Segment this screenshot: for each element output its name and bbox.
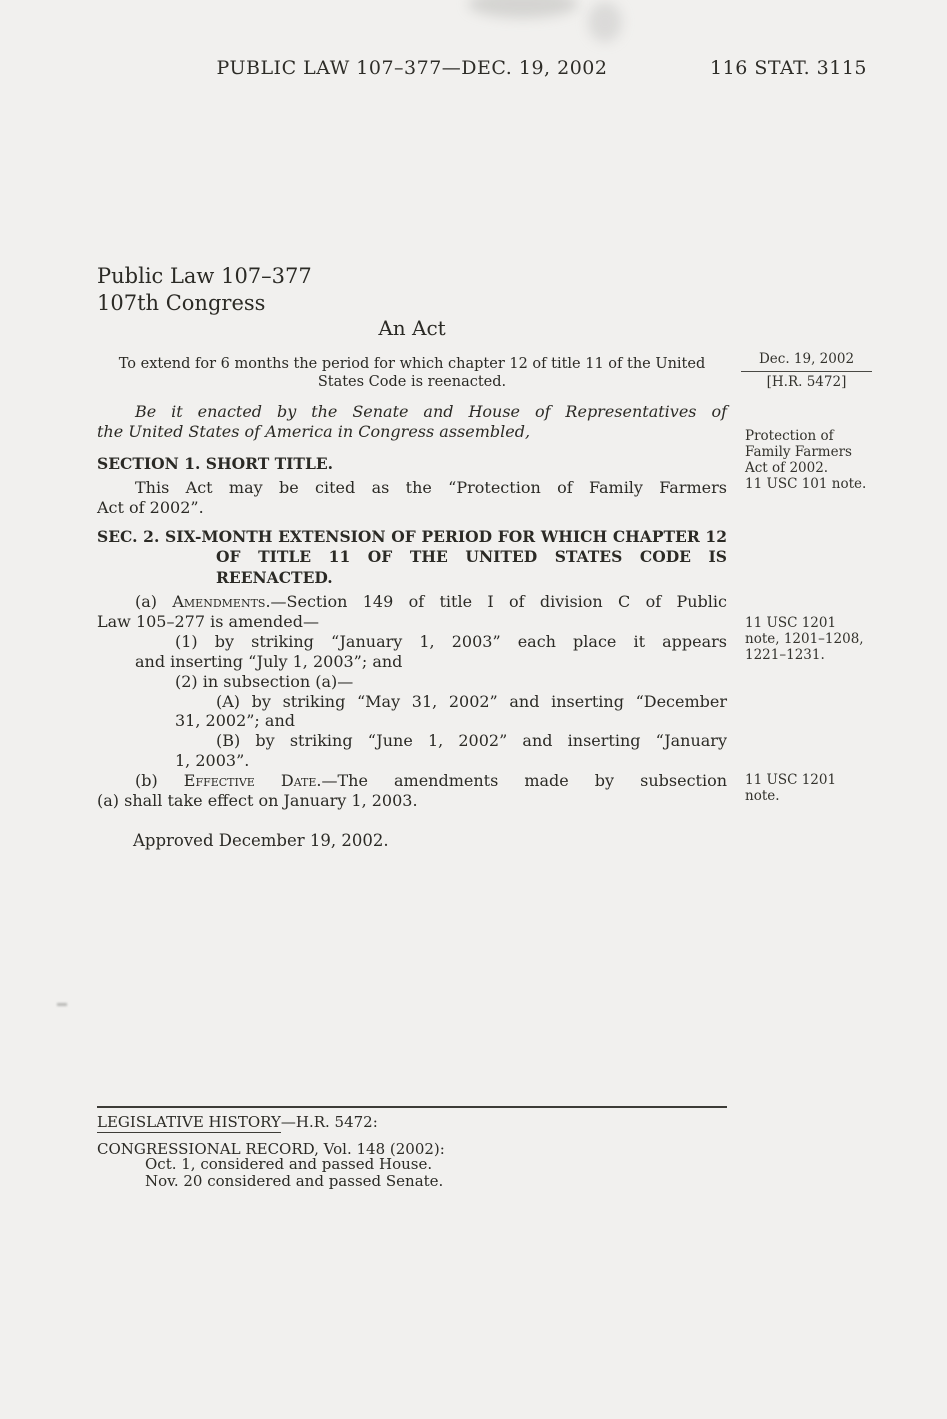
body-line-paragraph-2: (2) in subsection (a)— [175, 671, 354, 691]
margin-note-line: 11 USC 1201 [745, 615, 837, 631]
enactment-date: Dec. 19, 2002 [741, 352, 872, 372]
running-head-law-title: PUBLIC LAW 107–377—DEC. 19, 2002 [216, 57, 608, 79]
body-line: Act of 2002”. [97, 497, 204, 517]
heading-line: REENACTED. [216, 567, 333, 587]
body-line-paragraph-1: (1) by striking “January 1, 2003” each place it appears [175, 631, 727, 651]
running-head-stat-ref: 116 STAT. 3115 [710, 57, 867, 79]
body-line-subparagraph-A: (A) by striking “May 31, 2002” and inserting “December [216, 691, 727, 711]
public-law-number: Public Law 107–377 [97, 264, 312, 288]
section-2-text [97, 592, 727, 811]
scan-speck [57, 1003, 67, 1006]
margin-note-line: 11 USC 1201 [745, 772, 837, 788]
body-line: (a) shall take effect on January 1, 2003. [97, 791, 418, 811]
public-law-block [97, 263, 727, 317]
margin-note-line: 11 USC 101 note. [745, 475, 867, 492]
preamble-line: States Code is reenacted. [317, 374, 507, 390]
subsection-title: Amendments [172, 592, 266, 611]
legislative-history-heading [97, 1113, 727, 1131]
scan-smudge [468, 0, 578, 18]
clause-text: .—The amendments made by subsection [316, 771, 728, 791]
margin-note-usc-1201-note [745, 773, 885, 805]
margin-note-line: Act of 2002. [745, 459, 829, 476]
body-line-subparagraph-B: (B) by striking “June 1, 2002” and inserting “January [216, 731, 727, 751]
enacting-clause [97, 402, 727, 442]
heading-line: OF TITLE 11 OF THE UNITED STATES CODE IS [216, 547, 727, 567]
margin-note-line: note. [745, 787, 780, 804]
clause-designator: (a) [135, 592, 173, 611]
body-line: 31, 2002”; and [175, 711, 295, 731]
section-2-heading [97, 527, 727, 588]
congressional-record-line: CONGRESSIONAL RECORD, Vol. 148 (2002): [97, 1140, 445, 1158]
margin-note-line: Protection of [745, 428, 834, 444]
an-act-heading: An Act [378, 316, 446, 340]
heading-line: SEC. 2. SIX-MONTH EXTENSION OF PERIOD FOR WHICH CHAPTER 12 [97, 527, 727, 546]
margin-note-date [741, 352, 872, 391]
preamble-line: To extend for 6 months the period for which chapter 12 of title 11 of the United [118, 356, 706, 372]
margin-note-short-title [745, 429, 885, 493]
body-line: Law 105–277 is amended— [97, 611, 319, 631]
body-line: This Act may be cited as the “Protection of Family Farmers [135, 478, 727, 497]
body-line-subsection-a [135, 592, 727, 612]
section-1-text [97, 478, 727, 518]
margin-note-line: Family Farmers [745, 443, 852, 460]
body-line: 1, 2003”. [175, 751, 250, 771]
legislative-history-title: LEGISLATIVE HISTORY [97, 1113, 281, 1131]
legislative-history-rule [97, 1106, 727, 1108]
legislative-history-items [145, 1156, 727, 1189]
body-line: Be it enacted by the Senate and House of Representatives of [135, 402, 727, 421]
congress-number: 107th Congress [97, 291, 266, 315]
section-1-heading: SECTION 1. SHORT TITLE. [97, 454, 334, 473]
margin-note-line: 1221–1231. [745, 646, 825, 663]
scan-smudge [588, 2, 622, 42]
body-line: the United States of America in Congress assembled, [97, 421, 531, 441]
preamble [97, 355, 727, 391]
history-item: Nov. 20 considered and passed Senate. [145, 1171, 444, 1190]
margin-note-usc-1201 [745, 616, 885, 664]
clause-text: .—Section 149 of title I of division C of Public [265, 592, 727, 611]
approval-text: Approved December 19, 2002. [133, 831, 389, 850]
clause-designator: (b) [135, 771, 184, 791]
bill-number: [H.R. 5472] [766, 373, 847, 390]
body-line-subsection-b [135, 771, 727, 791]
approval-line [97, 831, 727, 850]
history-item: Oct. 1, considered and passed House. [145, 1155, 433, 1173]
subsection-title: Effective Date [183, 771, 317, 791]
legislative-history-bill: —H.R. 5472: [280, 1113, 378, 1131]
margin-note-line: note, 1201–1208, [745, 630, 864, 647]
body-line: and inserting “July 1, 2003”; and [135, 651, 403, 671]
